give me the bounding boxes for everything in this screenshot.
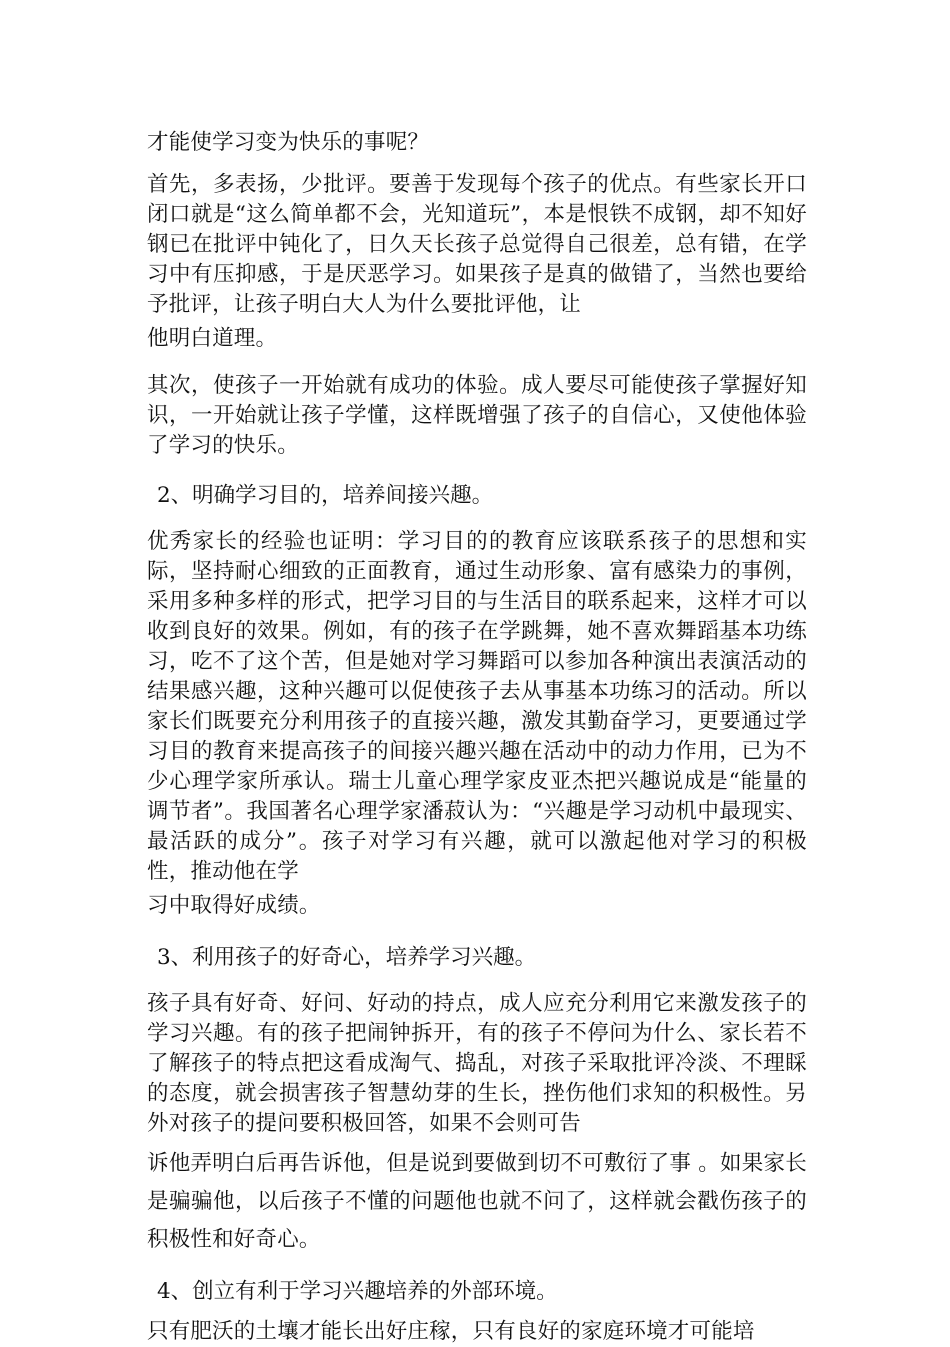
paragraph-praise-end: 他明白道理。 (147, 326, 278, 351)
paragraph-curiosity: 孩子具有好奇、好问、好动的持点，成人应充分利用它来激发孩子的学习兴趣。有的孩子把闹钟拆开，有的孩子不停问为什么、家长若不了解孩子的特点把这看成淘气、捣乱，对孩子采取批评冷淡、不理睬的态度，就会损害孩子智慧幼芽的生长，挫伤他们求知的积极性。另外对孩子的提问要积极回答，如果不会则可告 (147, 991, 807, 1136)
heading-4: 4、创立有利于学习兴趣培养的外部环境。 (157, 1279, 558, 1304)
paragraph-environment: 只有肥沃的土壤才能长出好庄稼，只有良好的家庭环境才可能培 (147, 1319, 755, 1344)
heading-3: 3、利用孩子的好奇心，培养学习兴趣。 (157, 945, 537, 970)
paragraph-goal-end: 习中取得好成绩。 (147, 893, 321, 918)
paragraph-goal: 优秀家长的经验也证明：学习目的的教育应该联系孩子的思想和实际，坚持耐心细致的正面教育，通过生动形象、富有感染力的事例，采用多种多样的形式，把学习目的与生活目的联系起来，这样才可以收到良好的效果。例如，有的孩子在学跳舞，她不喜欢舞蹈基本功练习，吃不了这个苦，但是她对学习舞蹈可以参加各种演出表演活动的结果感兴趣，这种兴趣可以促使孩子去从事基本功练习的活动。所以家长们既要充分利用孩子的直接兴趣，激发其勤奋学习，更要通过学习目的教育来提高孩子的间接兴趣兴趣在活动中的动力作用，已为不少心理学家所承认。瑞士儿童心理学家皮亚杰把兴趣说成是“能量的调节者”。我国著名心理学家潘菽认为：“兴趣是学习动机中最现实、最活跃的成分”。孩子对学习有兴趣，就可以激起他对学习的积极性，推动他在学 (147, 529, 807, 884)
document-body (147, 128, 807, 1347)
paragraph-success: 其次，使孩子一开始就有成功的体验。成人要尽可能使孩子掌握好知识，一开始就让孩子学懂，这样既增强了孩子的自信心，又使他体验了学习的快乐。 (147, 373, 807, 458)
paragraph-curiosity-cont: 诉他弄明白后再告诉他，但是说到要做到切不可敷衍了事 。如果家长是骗骗他，以后孩子不懂的问题他也就不问了，这样就会戳伤孩子的积极性和好奇心。 (147, 1151, 807, 1252)
heading-2: 2、明确学习目的，培养间接兴趣。 (157, 483, 494, 508)
paragraph-praise: 首先，多表扬，少批评。要善于发现每个孩子的优点。有些家长开口闭口就是“这么简单都不会，光知道玩”，本是恨铁不成钢，却不知好钢已在批评中钝化了，日久天长孩子总觉得自己很差，总有错，在学习中有压抑感，于是厌恶学习。如果孩子是真的做错了，当然也要给予批评，让孩子明白大人为什么要批评他，让 (147, 172, 807, 317)
intro-line: 才能使学习变为快乐的事呢？ (147, 130, 430, 155)
